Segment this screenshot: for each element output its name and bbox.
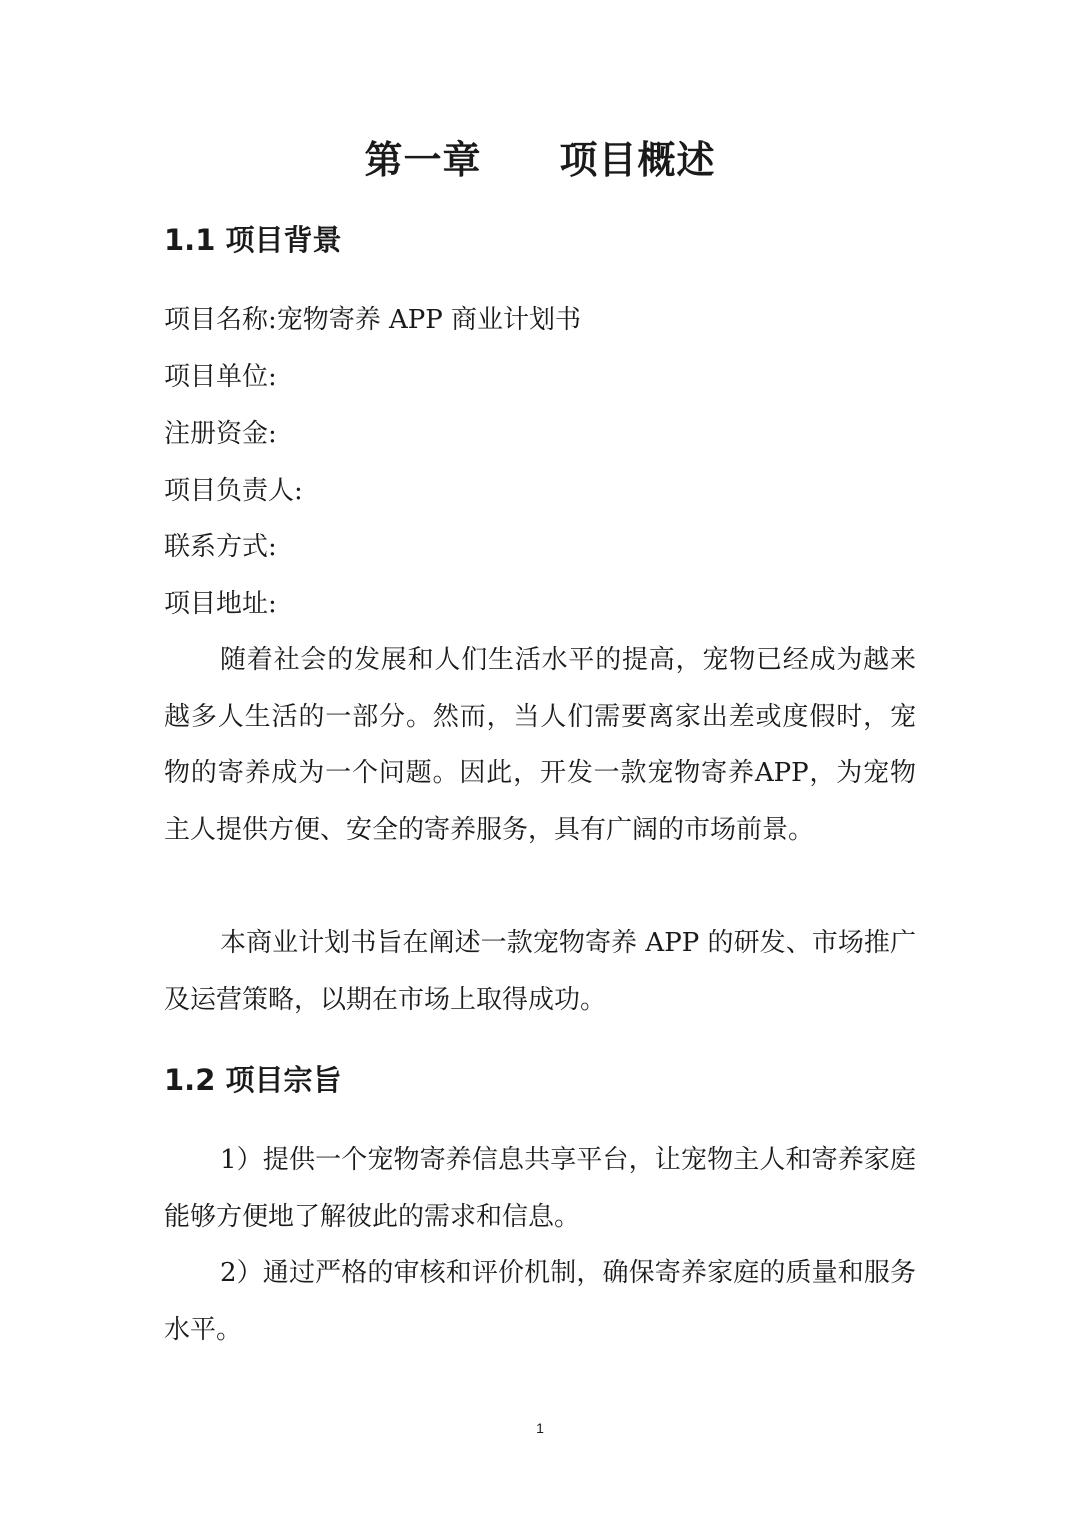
chapter-number: 第一章	[364, 138, 482, 182]
section-heading-1-2: 1.2 项目宗旨	[164, 1063, 342, 1097]
page-number: 1	[536, 1420, 544, 1436]
background-paragraph-2: 本商业计划书旨在阐述一款宠物寄养 APP 的研发、市场推广及运营策略，以期在市场上取得成功。	[164, 928, 916, 1015]
field-contact: 联系方式:	[164, 532, 277, 562]
purpose-item-2: 2）通过严格的审核和评价机制，确保寄养家庭的质量和服务水平。	[164, 1258, 916, 1345]
chapter-name: 项目概述	[559, 138, 716, 182]
section-heading-1-1: 1.1 项目背景	[164, 223, 342, 257]
background-paragraph-1: 随着社会的发展和人们生活水平的提高，宠物已经成为越来越多人生活的一部分。然而，当人们需要离家出差或度假时，宠物的寄养成为一个问题。因此，开发一款宠物寄养APP，为宠物主人提供方便、安全的寄养服务，具有广阔的市场前景。	[164, 645, 916, 845]
purpose-item-1: 1）提供一个宠物寄养信息共享平台，让宠物主人和寄养家庭能够方便地了解彼此的需求和信息。	[164, 1145, 916, 1232]
field-registered-capital: 注册资金:	[164, 419, 277, 449]
field-project-leader: 项目负责人:	[164, 476, 303, 506]
field-project-name: 项目名称:宠物寄养 APP 商业计划书	[164, 305, 582, 335]
field-address: 项目地址:	[164, 589, 277, 619]
chapter-title	[0, 128, 1080, 192]
field-project-unit: 项目单位:	[164, 362, 277, 392]
